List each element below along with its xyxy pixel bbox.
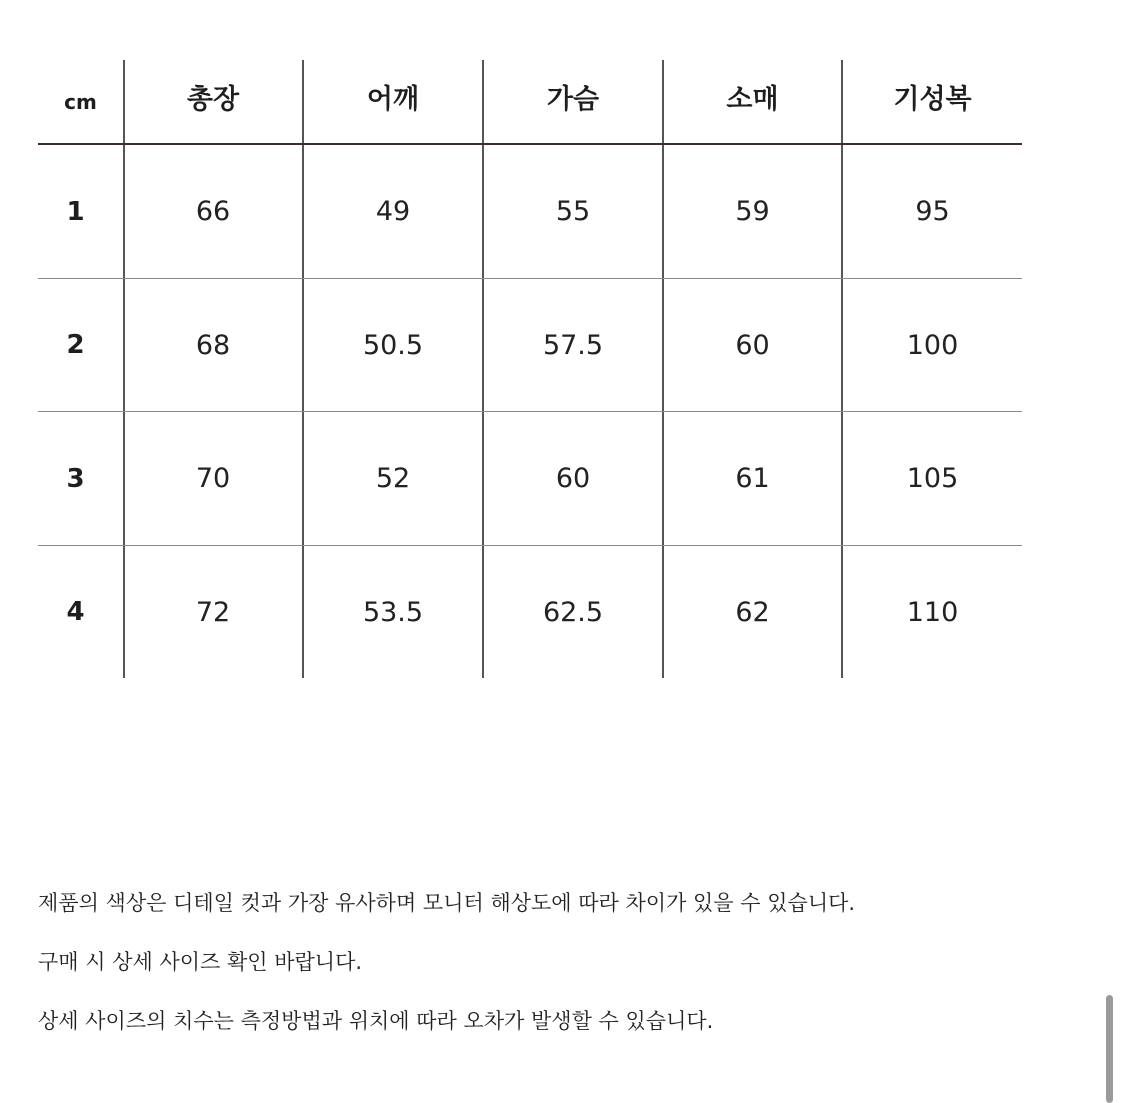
column-header-shoulder: 어깨 — [366, 84, 420, 115]
column-header-chest: 가슴 — [546, 84, 600, 115]
size-chart-table — [38, 60, 1022, 678]
table-cell: 53.5 — [362, 596, 424, 628]
table-cell: 49 — [375, 196, 411, 227]
note-check-size: 구매 시 상세 사이즈 확인 바랍니다. — [38, 950, 363, 974]
table-cell: 61 — [735, 463, 770, 494]
table-cell: 59 — [735, 196, 770, 227]
note-color-disclaimer: 제품의 색상은 디테일 컷과 가장 유사하며 모니터 해상도에 따라 차이가 있을 수 있습니다. — [38, 891, 856, 915]
table-cell: 70 — [195, 463, 231, 494]
table-cell: 50.5 — [362, 329, 424, 361]
table-cell: 52 — [375, 463, 411, 494]
note-measurement-tolerance: 상세 사이즈의 치수는 측정방법과 위치에 따라 오차가 발생할 수 있습니다. — [38, 1009, 714, 1033]
table-cell: 100 — [906, 329, 959, 361]
size-label: 1 — [66, 196, 85, 227]
table-cell: 66 — [195, 196, 231, 227]
column-header-sleeve: 소매 — [726, 84, 779, 115]
scrollbar-thumb[interactable] — [1106, 995, 1113, 1103]
table-cell: 68 — [195, 329, 231, 361]
size-label: 3 — [66, 463, 85, 494]
table-cell: 62.5 — [542, 596, 604, 628]
table-cell: 55 — [555, 196, 591, 227]
column-header-length: 총장 — [186, 84, 240, 115]
size-label: 4 — [66, 597, 85, 627]
column-header-ready-made: 기성복 — [893, 84, 972, 115]
table-cell: 110 — [906, 596, 959, 628]
table-cell: 60 — [735, 329, 770, 361]
table-cell: 72 — [195, 596, 231, 628]
table-cell: 95 — [915, 196, 950, 227]
table-cell: 62 — [735, 596, 770, 628]
size-notes — [38, 888, 1038, 1065]
table-cell: 60 — [555, 463, 591, 494]
size-label: 2 — [66, 330, 85, 360]
unit-header: cm — [64, 89, 97, 114]
table-cell: 57.5 — [542, 329, 604, 361]
table-cell: 105 — [906, 463, 959, 494]
